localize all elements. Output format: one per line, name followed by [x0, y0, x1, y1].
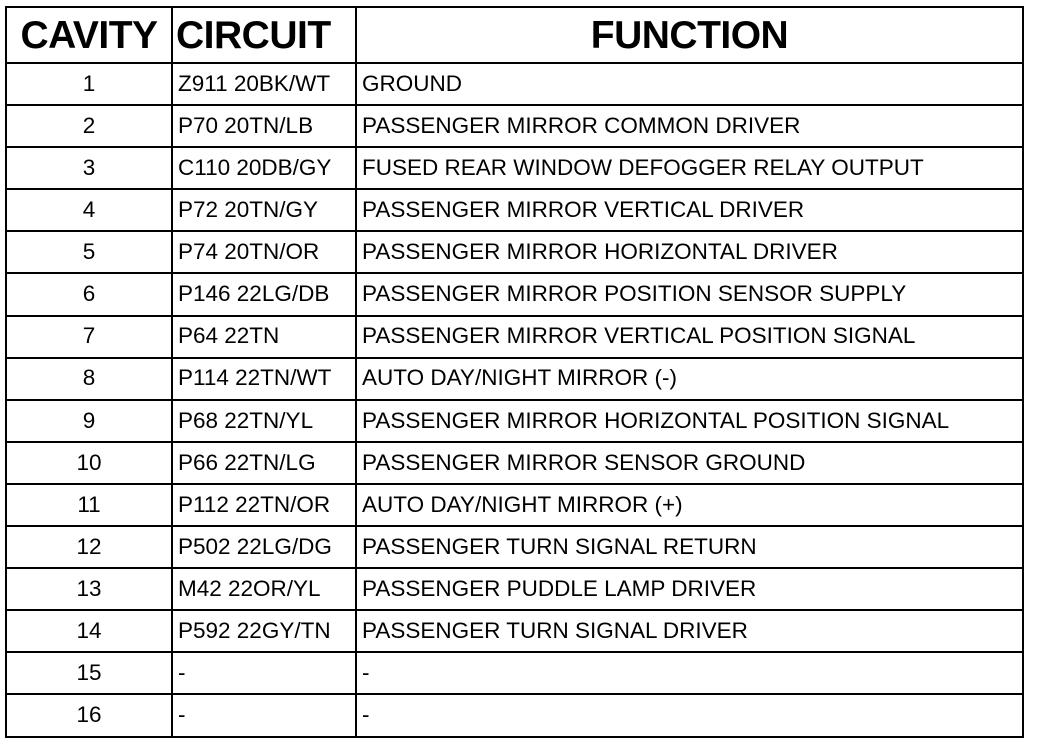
- cavity-cell: 13: [6, 568, 172, 610]
- function-cell: -: [356, 694, 1023, 736]
- table-row: [6, 484, 1023, 526]
- cavity-cell: 2: [6, 105, 172, 147]
- column-header-function: FUNCTION: [356, 7, 1023, 63]
- table-row: [6, 273, 1023, 315]
- cavity-cell: 8: [6, 358, 172, 400]
- cavity-cell: 10: [6, 442, 172, 484]
- column-header-cavity: CAVITY: [6, 7, 172, 63]
- circuit-cell: P64 22TN: [172, 316, 356, 358]
- circuit-cell: M42 22OR/YL: [172, 568, 356, 610]
- cavity-cell: 3: [6, 147, 172, 189]
- function-cell: PASSENGER MIRROR SENSOR GROUND: [356, 442, 1023, 484]
- circuit-cell: P112 22TN/OR: [172, 484, 356, 526]
- pinout-table: [5, 6, 1024, 738]
- circuit-cell: P74 20TN/OR: [172, 231, 356, 273]
- function-cell: AUTO DAY/NIGHT MIRROR (-): [356, 358, 1023, 400]
- function-cell: PASSENGER TURN SIGNAL DRIVER: [356, 610, 1023, 652]
- table-row: [6, 400, 1023, 442]
- circuit-cell: P502 22LG/DG: [172, 526, 356, 568]
- cavity-cell: 5: [6, 231, 172, 273]
- table-row: [6, 316, 1023, 358]
- function-cell: PASSENGER PUDDLE LAMP DRIVER: [356, 568, 1023, 610]
- function-cell: PASSENGER MIRROR VERTICAL POSITION SIGNAL: [356, 316, 1023, 358]
- circuit-cell: P72 20TN/GY: [172, 189, 356, 231]
- table-row: [6, 652, 1023, 694]
- cavity-cell: 14: [6, 610, 172, 652]
- table-row: [6, 147, 1023, 189]
- function-cell: AUTO DAY/NIGHT MIRROR (+): [356, 484, 1023, 526]
- circuit-cell: P66 22TN/LG: [172, 442, 356, 484]
- circuit-cell: P70 20TN/LB: [172, 105, 356, 147]
- function-cell: GROUND: [356, 63, 1023, 105]
- circuit-cell: -: [172, 652, 356, 694]
- function-cell: -: [356, 652, 1023, 694]
- table-row: [6, 442, 1023, 484]
- table-row: [6, 568, 1023, 610]
- circuit-cell: -: [172, 694, 356, 736]
- header-row: [6, 7, 1023, 63]
- cavity-cell: 7: [6, 316, 172, 358]
- table-row: [6, 610, 1023, 652]
- cavity-cell: 6: [6, 273, 172, 315]
- function-cell: PASSENGER MIRROR COMMON DRIVER: [356, 105, 1023, 147]
- cavity-cell: 11: [6, 484, 172, 526]
- table-row: [6, 694, 1023, 736]
- table-row: [6, 63, 1023, 105]
- table-row: [6, 358, 1023, 400]
- function-cell: PASSENGER MIRROR VERTICAL DRIVER: [356, 189, 1023, 231]
- circuit-cell: C110 20DB/GY: [172, 147, 356, 189]
- function-cell: PASSENGER TURN SIGNAL RETURN: [356, 526, 1023, 568]
- circuit-cell: Z911 20BK/WT: [172, 63, 356, 105]
- table-header: [6, 7, 1023, 63]
- function-cell: FUSED REAR WINDOW DEFOGGER RELAY OUTPUT: [356, 147, 1023, 189]
- function-cell: PASSENGER MIRROR HORIZONTAL DRIVER: [356, 231, 1023, 273]
- function-cell: PASSENGER MIRROR POSITION SENSOR SUPPLY: [356, 273, 1023, 315]
- cavity-cell: 1: [6, 63, 172, 105]
- cavity-cell: 4: [6, 189, 172, 231]
- function-cell: PASSENGER MIRROR HORIZONTAL POSITION SIGNAL: [356, 400, 1023, 442]
- cavity-cell: 16: [6, 694, 172, 736]
- circuit-cell: P114 22TN/WT: [172, 358, 356, 400]
- connector-pinout-sheet: [5, 6, 1022, 736]
- cavity-cell: 12: [6, 526, 172, 568]
- table-row: [6, 231, 1023, 273]
- cavity-cell: 9: [6, 400, 172, 442]
- circuit-cell: P592 22GY/TN: [172, 610, 356, 652]
- column-header-circuit: CIRCUIT: [172, 7, 356, 63]
- table-row: [6, 526, 1023, 568]
- table-row: [6, 189, 1023, 231]
- cavity-cell: 15: [6, 652, 172, 694]
- table-row: [6, 105, 1023, 147]
- table-body: [6, 63, 1023, 737]
- circuit-cell: P68 22TN/YL: [172, 400, 356, 442]
- circuit-cell: P146 22LG/DB: [172, 273, 356, 315]
